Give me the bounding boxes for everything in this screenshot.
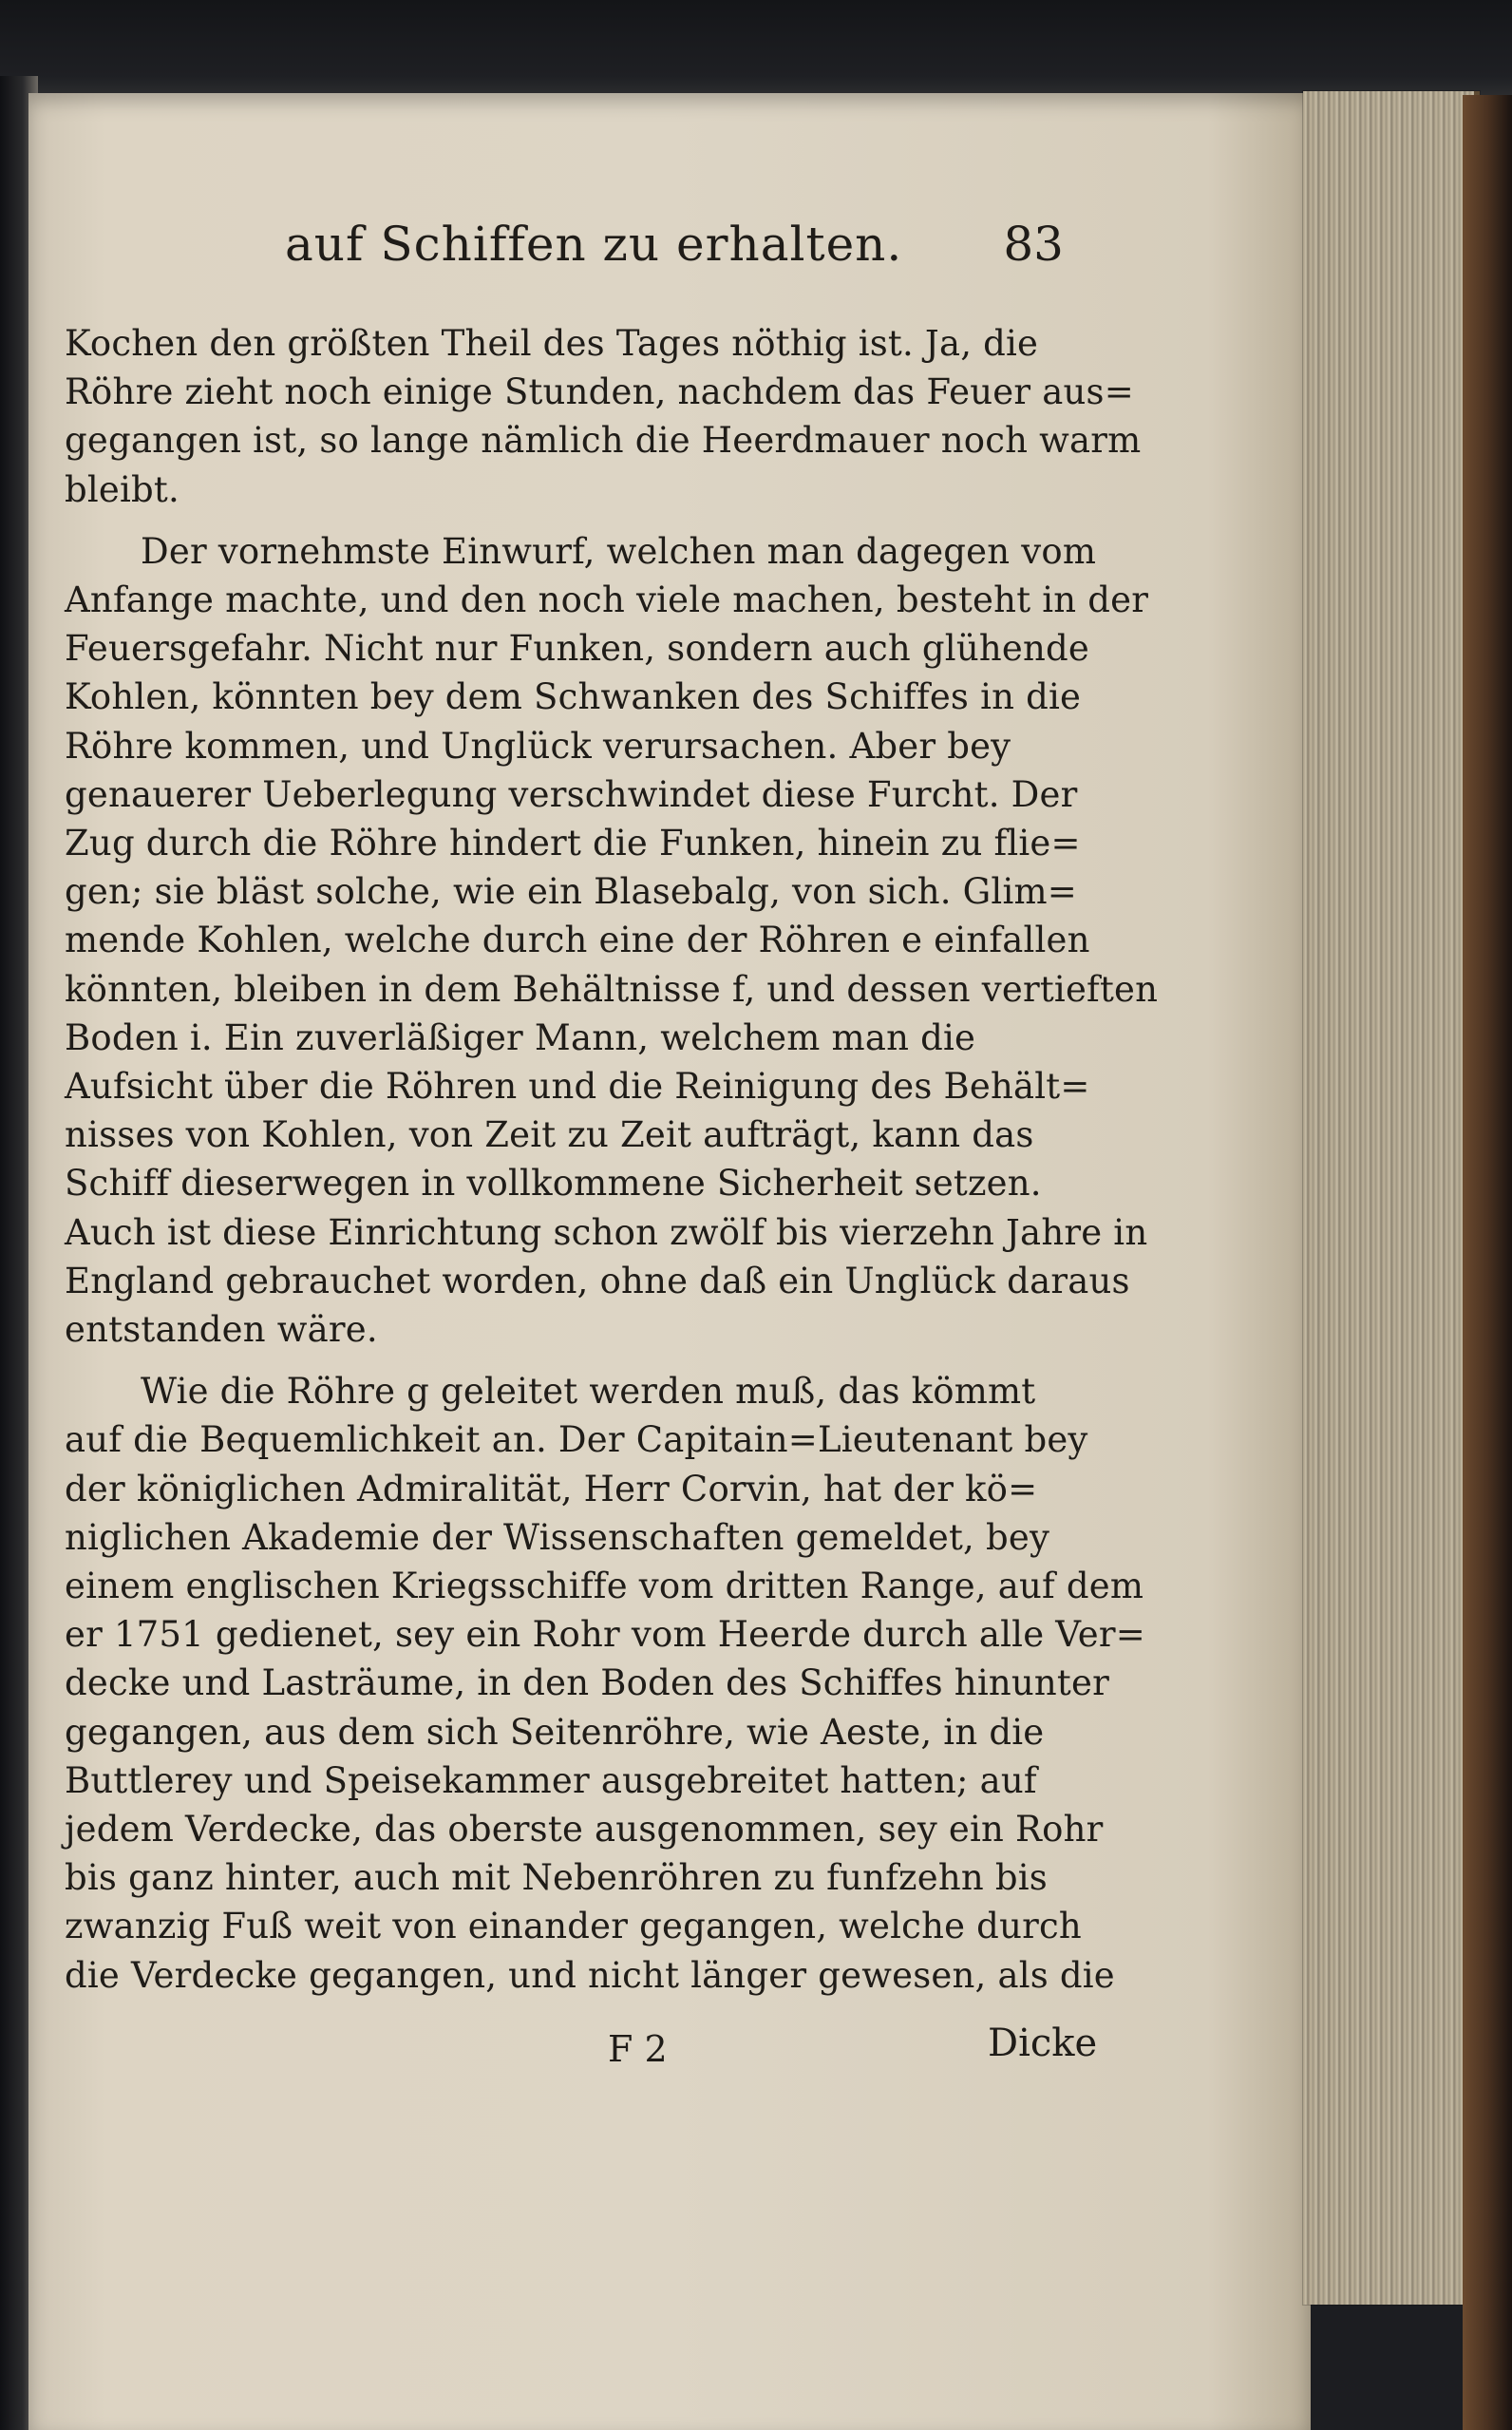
text-line: zwanzig Fuß weit von einander gegangen, welche durch [65, 1906, 1082, 1947]
text-line: der königlichen Admiralität, Herr Corvin, hat der kö= [65, 1468, 1038, 1509]
page-edges [1303, 91, 1480, 2305]
page-header [285, 217, 1064, 293]
text-line: gegangen ist, so lange nämlich die Heerdmauer noch warm [65, 420, 1142, 462]
text-line: Auch ist diese Einrichtung schon zwölf bis vierzehn Jahre in [65, 1211, 1148, 1253]
text-line: gegangen, aus dem sich Seitenröhre, wie Aeste, in die [65, 1711, 1045, 1753]
text-line: decke und Lasträume, in den Boden des Schiffes hinunter [65, 1662, 1109, 1704]
text-line: bleibt. [65, 468, 180, 510]
text-line: einem englischen Kriegsschiffe vom dritten Range, auf dem [65, 1566, 1144, 1606]
text-line: Buttlerey und Speisekammer ausgebreitet hatten; auf [65, 1759, 1037, 1801]
text-line: könnten, bleiben in dem Behältnisse f, und dessen vertieften [65, 968, 1159, 1010]
text-line: Anfange machte, und den noch viele machen, besteht in der [65, 579, 1149, 620]
text-line: gen; sie bläst solche, wie ein Blasebalg, von sich. Glim= [65, 871, 1077, 913]
text-line: Zug durch die Röhre hindert die Funken, hinein zu flie= [65, 823, 1081, 864]
text-line: die Verdecke gegangen, und nicht länger gewesen, als die [65, 1954, 1115, 1996]
text-line: Röhre kommen, und Unglück verursachen. Aber bey [65, 725, 1011, 767]
text-line: mende Kohlen, welche durch eine der Röhren e einfallen [65, 920, 1090, 961]
text-line: nisses von Kohlen, von Zeit zu Zeit aufträgt, kann das [65, 1114, 1034, 1156]
running-title: auf Schiffen zu erhalten. [285, 217, 903, 272]
text-line: auf die Bequemlichkeit an. Der Capitain=Lieutenant bey [65, 1419, 1088, 1461]
text-line: Aufsicht über die Röhren und die Reinigung des Behält= [65, 1066, 1090, 1107]
text-line: entstanden wäre. [65, 1309, 378, 1350]
page-number: 83 [1003, 217, 1064, 272]
text-line: Schiff dieserwegen in vollkommene Sicherheit setzen. [65, 1163, 1042, 1205]
text-line: Der vornehmste Einwurf, welchen man dagegen vom [141, 530, 1097, 572]
text-line: Boden i. Ein zuverläßiger Mann, welchem man die [65, 1016, 976, 1058]
signature-mark: F 2 [608, 2028, 668, 2070]
text-line: niglichen Akademie der Wissenschaften gemeldet, bey [65, 1516, 1050, 1558]
text-line: jedem Verdecke, das oberste ausgenommen, sey ein Rohr [65, 1809, 1104, 1850]
book-cover-edge [1463, 95, 1512, 2430]
text-line: Feuersgefahr. Nicht nur Funken, sondern auch glühende [65, 628, 1089, 670]
text-line: er 1751 gedienet, sey ein Rohr vom Heerde durch alle Ver= [65, 1614, 1145, 1656]
text-line: Wie die Röhre g geleitet werden muß, das kömmt [141, 1371, 1036, 1413]
text-line: Röhre zieht noch einige Stunden, nachdem das Feuer aus= [65, 371, 1134, 413]
top-cover-shadow [0, 0, 1512, 95]
text-line: England gebrauchet worden, ohne daß ein Unglück daraus [65, 1260, 1130, 1301]
text-line: bis ganz hinter, auch mit Nebenröhren zu funfzehn bis [65, 1857, 1048, 1899]
text-line: Kohlen, könnten bey dem Schwanken des Schiffes in die [65, 676, 1082, 718]
text-line: genauerer Ueberlegung verschwindet diese Furcht. Der [65, 773, 1078, 815]
catchword: Dicke [988, 2022, 1098, 2065]
text-line: Kochen den größten Theil des Tages nöthig ist. Ja, die [65, 323, 1039, 364]
